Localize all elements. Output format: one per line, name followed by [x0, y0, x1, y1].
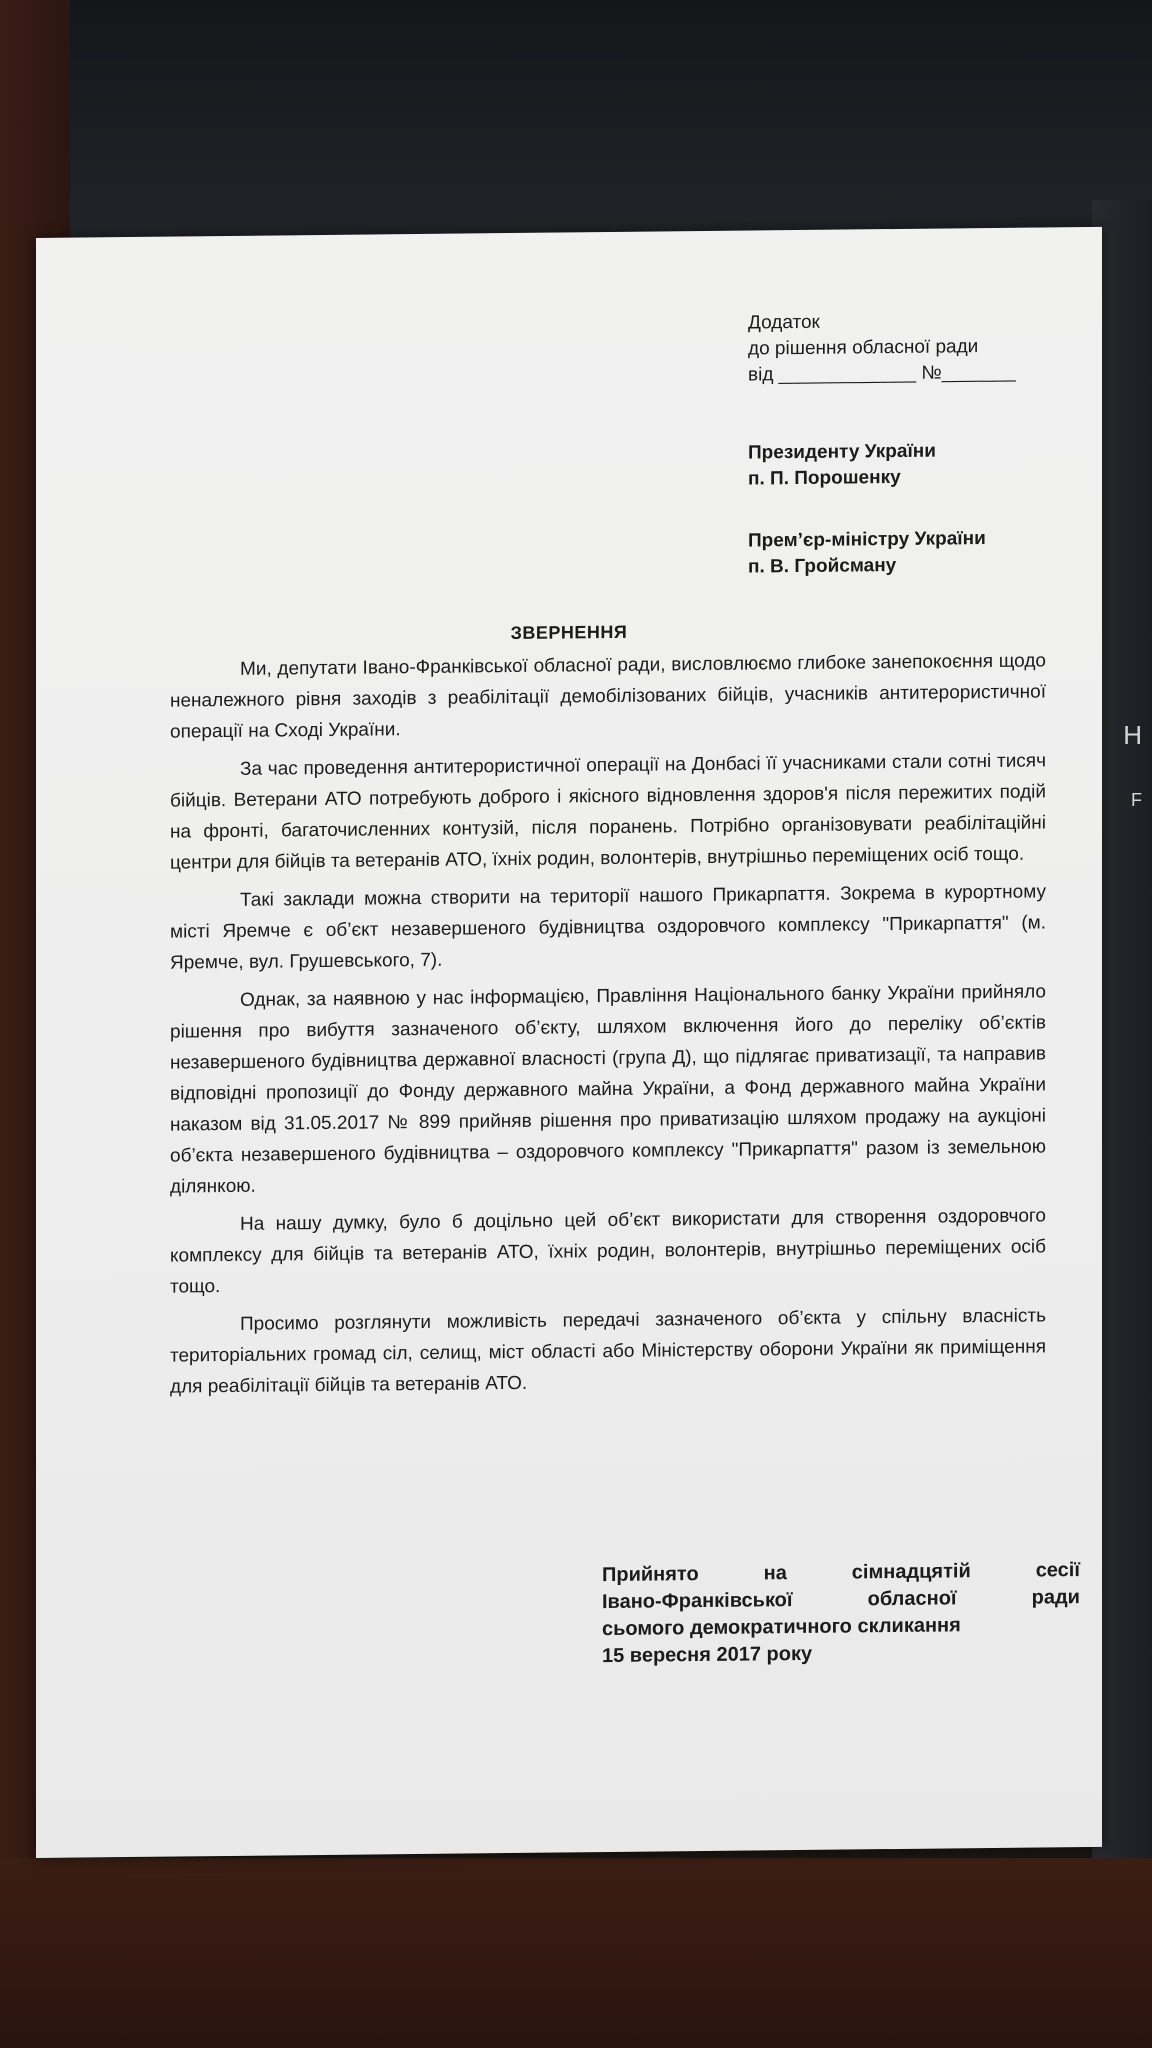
body-paragraph: Однак, за наявною у нас інформацією, Правління Національного банку України прийняло рішення про вибуття зазначеного об’єкту, шляхом включення його до переліку об’єктів незавершеного будівництва державної власності (група Д), що підлягає приватизації, та направив відповідні пропозиції до Фонду державного майна України, а Фонд державного майна України наказом від 31.05.2017 № 899 прийняв рішення про приватизацію шляхом продажу на аукціоні об’єкта незавершеного будівництва – оздоровчого комплексу "Прикарпаття" разом із земельною ділянкою. [170, 981, 1046, 1198]
keyboard-key-h: H [1123, 720, 1142, 750]
recipient-title: Президенту України [748, 440, 936, 464]
document-sheet [36, 227, 1102, 1858]
adoption-note [602, 1557, 1080, 1670]
recipient-name: п. П. Порошенку [748, 466, 901, 490]
body-paragraph: На нашу думку, було б доцільно цей об’єкт використати для створення оздоровчого комплексу для бійців та ветеранів АТО, їхніх родин, волонтерів, внутрішньо переміщених осіб тощо. [170, 1205, 1046, 1298]
keyboard-key-f: F [1131, 790, 1142, 810]
background-desk-bottom [0, 1858, 1152, 2048]
body-paragraph: Просимо розглянути можливість передачі зазначеного об’єкта у спільну власність територіальних громад сіл, селищ, міст області або Міністерству оборони України як приміщення для реабілітації бійців та ветеранів АТО. [170, 1305, 1046, 1398]
body-paragraph: Такі заклади можна створити на території нашого Прикарпаття. Зокрема в курортному місті Яремче є об’єкт незавершеного будівництва оздоровчого комплексу "Прикарпаття" (м. Яремче, вул. Грушевського, 7). [170, 881, 1046, 974]
adoption-word: обласної [867, 1587, 957, 1611]
adoption-word: сесії [1035, 1559, 1080, 1582]
adoption-word: ради [1031, 1586, 1080, 1609]
adoption-word: сімнадцятій [851, 1560, 971, 1584]
recipient-prime-minister [748, 526, 986, 580]
document-title: ЗВЕРНЕННЯ [510, 621, 628, 644]
document-body [170, 645, 1046, 1409]
adoption-word: на [763, 1562, 787, 1585]
recipients-block [748, 438, 986, 616]
body-paragraph: За час проведення антитерористичної операції на Донбасі її учасниками стали сотні тисяч бійців. Ветерани АТО потребують доброго і якісного відновлення здоров'я після пережитих подій на фронті, багаточисленних контузій, після поранень. Потрібно організовувати реабілітаційні центри для бійців та ветеранів АТО, їхніх родин, волонтерів, внутрішньо переміщених осіб тощо. [170, 750, 1046, 874]
addendum-line: від _____________ №_______ [748, 361, 1016, 386]
recipient-title: Прем’єр-міністру України [748, 528, 986, 552]
adoption-word: Івано-Франківської [602, 1589, 793, 1614]
body-paragraph: Ми, депутати Івано-Франківської обласної ради, висловлюємо глибоке занепокоєння щодо неналежного рівня заходів з реабілітації демобілізованих бійців, учасників антитерористичної операції на Сході України. [170, 650, 1046, 743]
background-monitor [0, 0, 1152, 260]
addendum-header [748, 308, 1016, 389]
adoption-date: 15 вересня 2017 року [602, 1642, 813, 1668]
adoption-word: Прийнято [602, 1563, 699, 1587]
addendum-line: до рішення обласної ради [748, 336, 979, 360]
addendum-line: Додаток [748, 311, 820, 334]
recipient-president [748, 438, 986, 492]
recipient-name: п. В. Гройсману [748, 554, 897, 578]
adoption-convocation: сьомого демократичного скликання [602, 1614, 961, 1641]
